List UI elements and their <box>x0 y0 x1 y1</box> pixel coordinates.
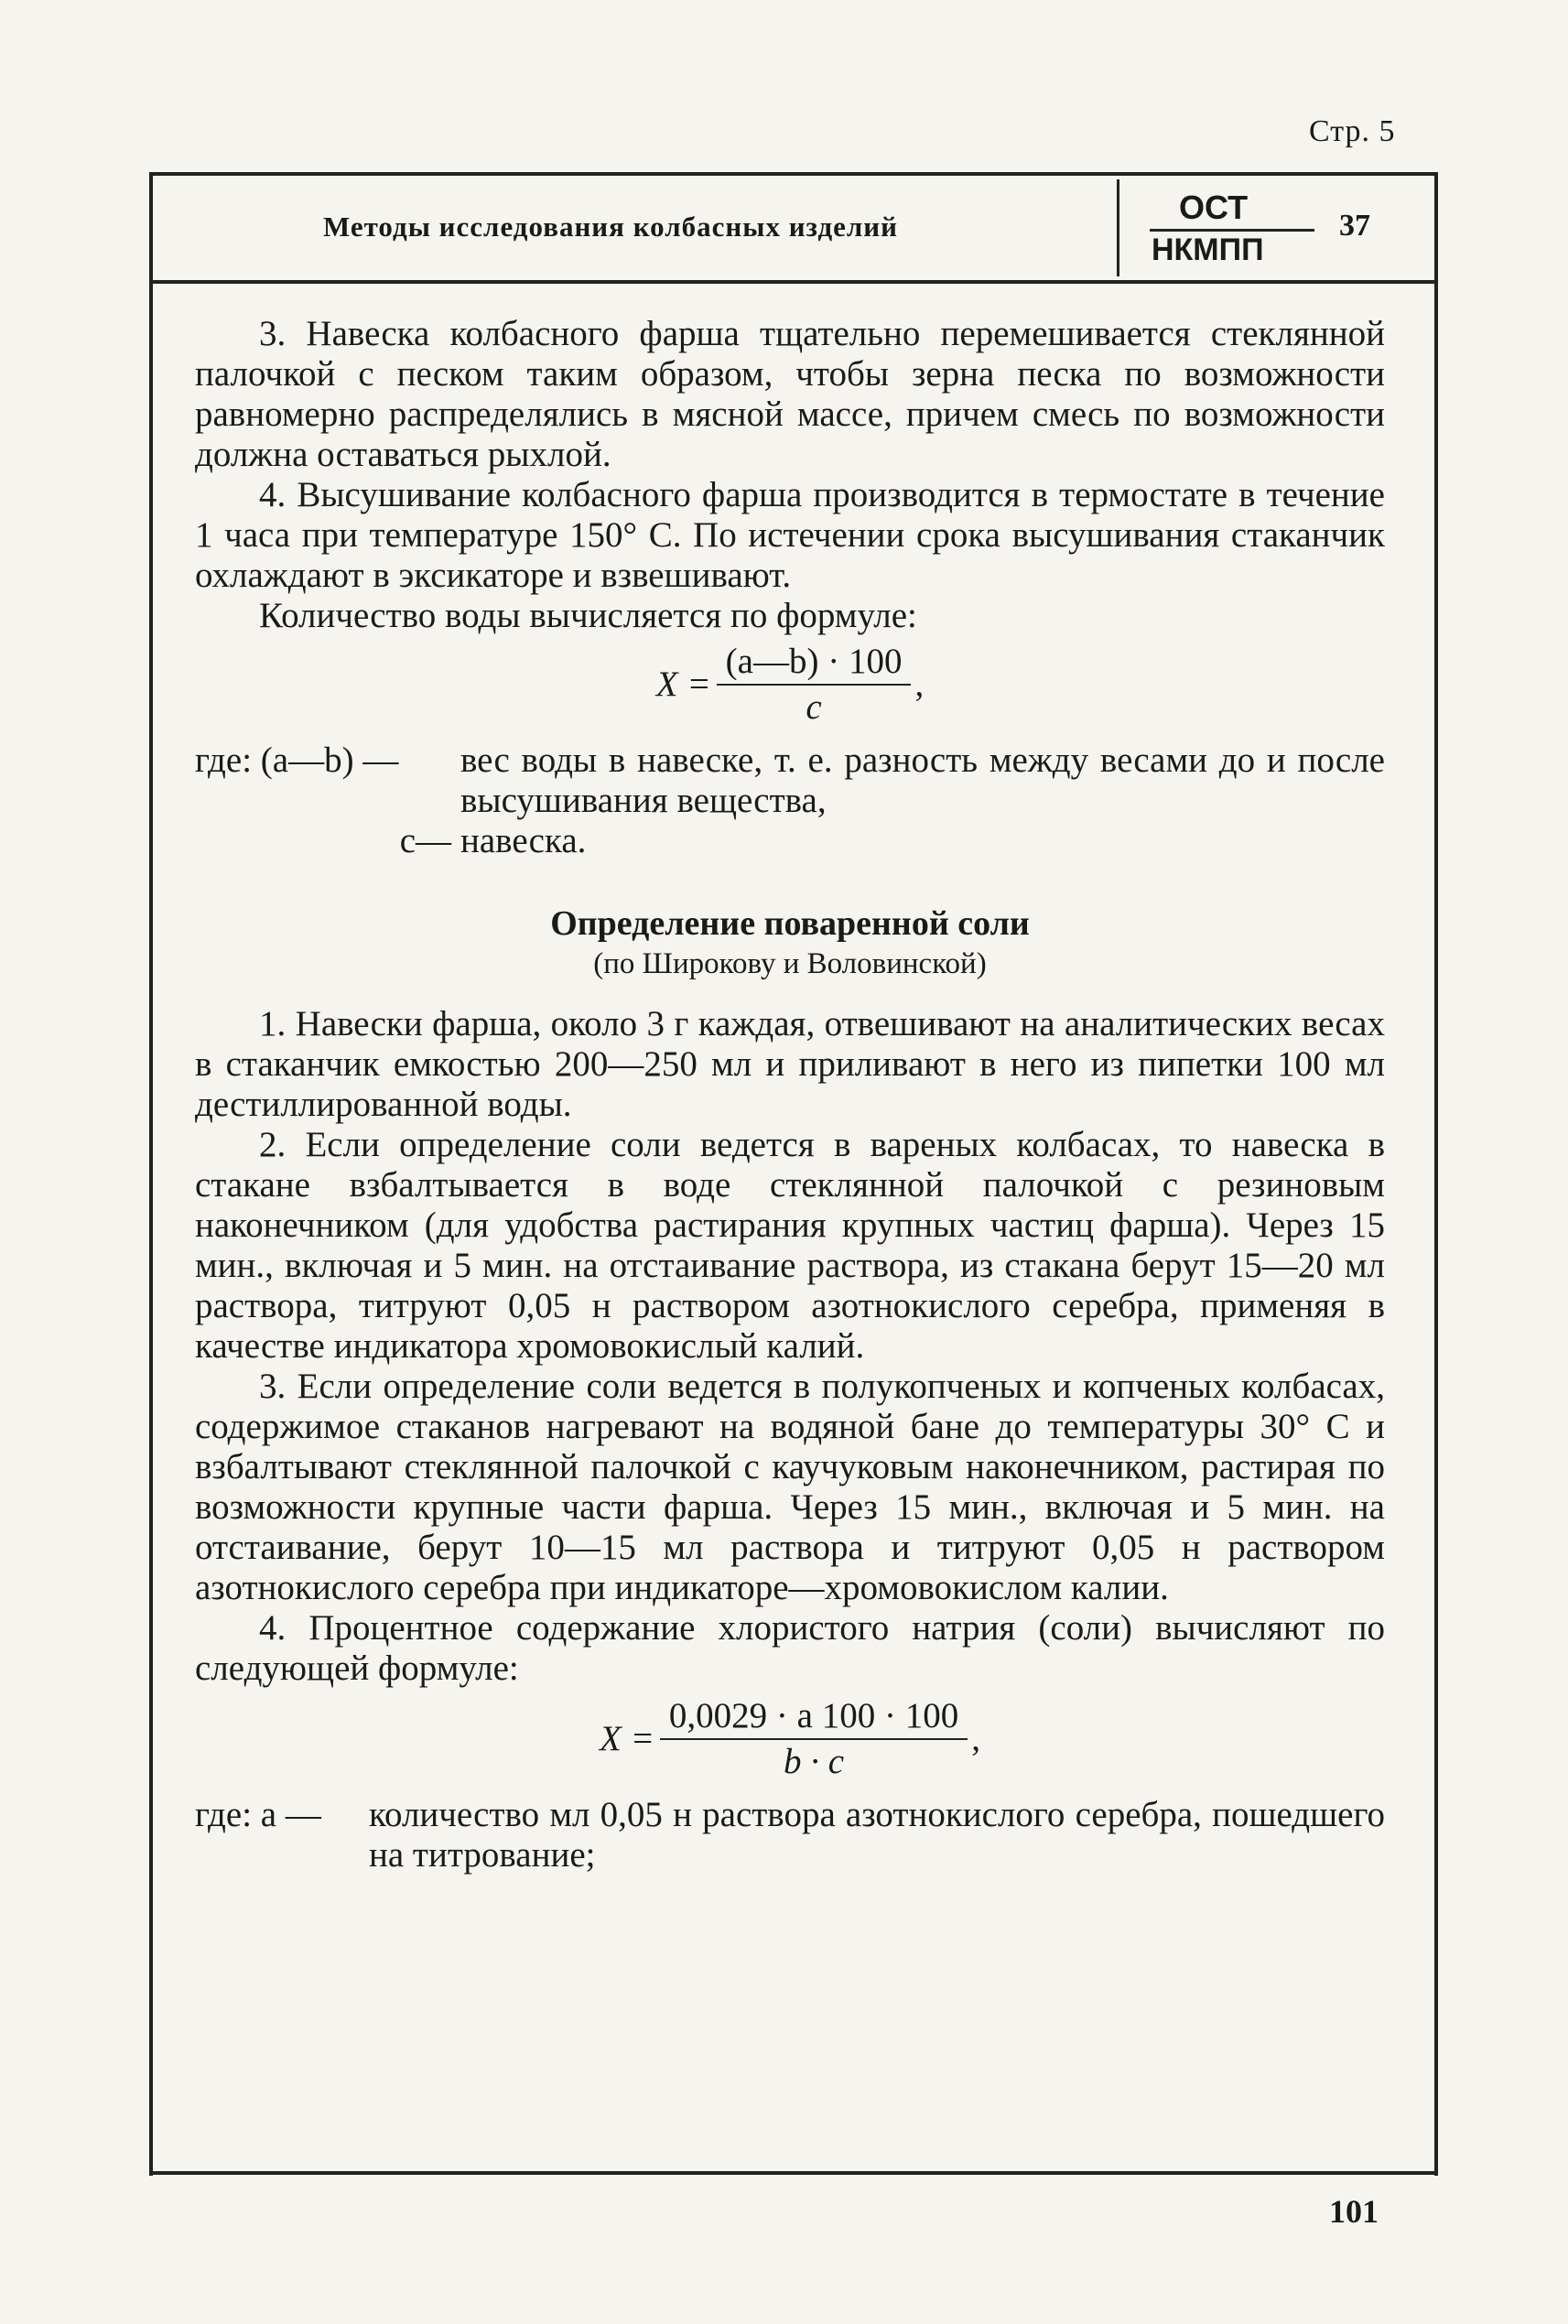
legend-key: где: a — <box>195 1795 321 1834</box>
paragraph: 4. Высушивание колбасного фарша производится в термостате в течение 1 часа при температуре 150° С. По истечении срока высушивания стаканчик охлаждают в эксикаторе и взвешивают. <box>195 475 1385 595</box>
frame-bottom-rule <box>149 2171 1438 2175</box>
formula-numerator: (a—b) · 100 <box>717 642 912 686</box>
legend-value: вес воды в навеске, т. е. разность между весами до и после высушивания вещества, <box>460 740 1385 820</box>
formula-numerator: 0,0029 · a 100 · 100 <box>660 1696 968 1740</box>
legend-key: где: (a—b) — <box>195 740 399 780</box>
legend-value: количество мл 0,05 н раствора азотнокислого серебра, пошедшего на титрование; <box>369 1795 1385 1875</box>
paragraph: Количество воды вычисляется по формуле: <box>259 596 917 635</box>
paragraph: 3. Навеска колбасного фарша тщательно перемешивается стеклянной палочкой с песком таким образом, чтобы зерна песка по возможности равномерно распределялись в мясной массе, причем смесь по возможности должна оставаться рыхлой. <box>195 314 1385 474</box>
header-title: Методы исследования колбасных изделий <box>323 211 899 243</box>
legend-key: c— <box>399 821 451 860</box>
formula-fraction <box>717 642 912 728</box>
legend-row <box>195 1795 1385 1875</box>
formula-water <box>195 642 1385 728</box>
standard-number: 37 <box>1339 209 1370 243</box>
standard-code-top: ОСТ <box>1179 189 1249 226</box>
standard-code-fraction-line <box>1150 229 1314 232</box>
formula-fraction <box>660 1696 968 1782</box>
section-subtitle: (по Широкову и Воловинской) <box>593 947 987 980</box>
header-divider <box>1117 179 1119 276</box>
formula-salt <box>195 1696 1385 1782</box>
legend-row <box>195 821 1385 861</box>
paragraph: 4. Процентное содержание хлористого натрия (соли) вычисляют по следующей формуле: <box>195 1608 1385 1688</box>
legend-row <box>195 740 1385 821</box>
formula-legend <box>195 740 1385 861</box>
document-header <box>149 172 1438 284</box>
standard-code-bottom: НКМПП <box>1152 232 1264 267</box>
paragraph: 3. Если определение соли ведется в полукопченых и копченых колбасах, содержимое стаканов нагревают на водяной бане до температуры 30° С и взбалтывают стеклянной палочкой с каучуковым наконечником, растирая по возможности крупные части фарша. Через 15 мин., включая и 5 мин. на отстаивание, берут 10—15 мл раствора и титруют 0,05 н раствором азотнокислого серебра при индикаторе—хромовокислом калии. <box>195 1367 1385 1607</box>
section-title: Определение поваренной соли <box>550 904 1030 943</box>
paragraph: 1. Навески фарша, около 3 г каждая, отвешивают на аналитических весах в стаканчик емкостью 200—250 мл и приливают в него из пипетки 100 мл дестиллированной воды. <box>195 1004 1385 1124</box>
formula-trail: , <box>914 665 925 704</box>
formula-denominator: b · c <box>784 1742 845 1781</box>
formula-legend <box>195 1795 1385 1875</box>
formula-lhs: X = <box>600 1719 654 1758</box>
formula-trail: , <box>971 1719 980 1758</box>
formula-lhs: X = <box>655 665 711 704</box>
page-label: Стр. 5 <box>1309 114 1396 148</box>
document-body <box>195 314 1385 1875</box>
page-number: 101 <box>1329 2193 1379 2230</box>
legend-value: навеска. <box>460 821 587 860</box>
paragraph: 2. Если определение соли ведется в вареных колбасах, то навеска в стакане взбалтывается в воде стеклянной палочкой с резиновым наконечником (для удобства растирания крупных частиц фарша). Через 15 мин., включая и 5 мин. на отстаивание раствора, из стакана берут 15—20 мл раствора, титруют 0,05 н раствором азотнокислого серебра, применяя в качестве индикатора хромовокислый калий. <box>195 1125 1385 1366</box>
formula-denominator: c <box>806 687 822 727</box>
